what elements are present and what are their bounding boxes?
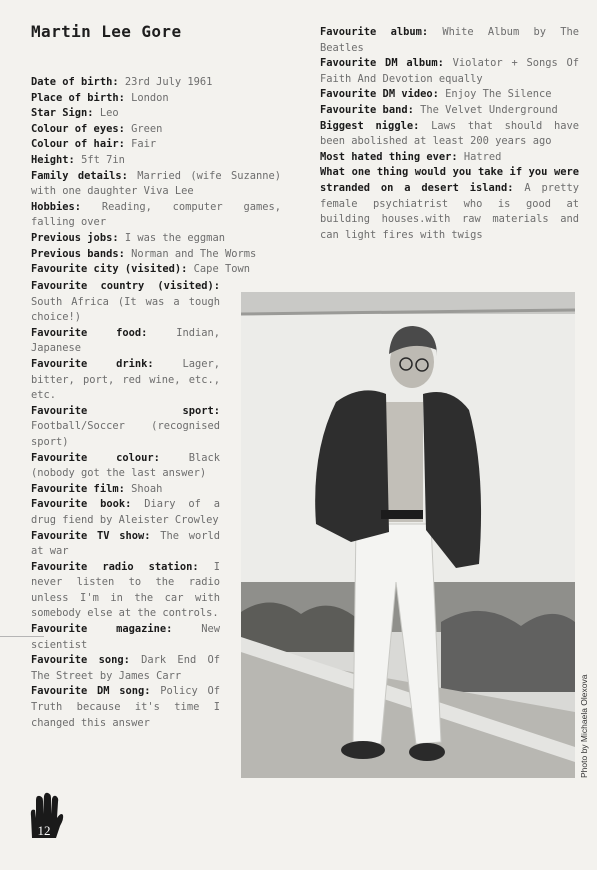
entry-value: Football/Soccer (recognised sport)	[31, 420, 220, 448]
entry-label: Place of birth:	[31, 91, 125, 104]
entry-favourite-country	[31, 279, 220, 326]
entry-favourite-sport	[31, 404, 220, 451]
photo-credit: Photo by Michaela Olexova	[579, 674, 589, 778]
photo-illustration	[241, 292, 575, 778]
left-column-top	[31, 75, 281, 278]
entry-favourite-dm-album	[320, 56, 579, 87]
entry-label: Favourite band:	[320, 103, 414, 116]
page-title: Martin Lee Gore	[31, 22, 182, 41]
entry-value: Green	[131, 122, 163, 135]
entry-favourite-dm-video	[320, 87, 579, 103]
entry-label: Previous bands:	[31, 247, 125, 260]
entry-value: Indian, Japanese	[31, 326, 220, 355]
entry-favourite-colour	[31, 451, 220, 482]
entry-favourite-tv-show	[31, 529, 220, 560]
portrait-photo	[241, 292, 575, 778]
entry-favourite-band	[320, 103, 579, 119]
entry-value: Violator + Songs Of Faith And Devotion equally	[320, 57, 580, 85]
entry-label: What one thing would you take if you were stranded on a desert island:	[320, 166, 579, 194]
entry-value: London	[131, 91, 169, 104]
entry-label: Family details:	[31, 169, 128, 182]
entry-favourite-magazine	[31, 622, 220, 653]
entry-label: Biggest niggle:	[320, 119, 420, 132]
entry-favourite-song	[31, 653, 220, 684]
entry-label: Favourite DM video:	[320, 88, 439, 101]
entry-label: Favourite country (visited):	[31, 280, 220, 292]
entry-favourite-food	[31, 326, 220, 357]
entry-label: Most hated thing ever:	[320, 150, 458, 163]
entry-favourite-album	[320, 25, 579, 56]
entry-value: Policy Of Truth because it's time I changed this answer	[31, 685, 220, 729]
entry-value: Leo	[99, 107, 119, 120]
entry-desert-island	[320, 165, 579, 243]
entry-date-of-birth	[31, 75, 281, 91]
entry-label: Favourite magazine:	[31, 623, 173, 636]
left-column-bottom	[31, 279, 220, 731]
entry-most-hated-thing	[320, 150, 579, 166]
entry-favourite-drink	[31, 357, 220, 404]
entry-favourite-dm-song	[31, 684, 220, 731]
entry-value: Hatred	[463, 150, 502, 163]
entry-value: 23rd July 1961	[124, 76, 213, 88]
entry-label: Favourite film:	[31, 482, 125, 495]
entry-favourite-book	[31, 497, 220, 528]
entry-value: I was the eggman	[124, 231, 225, 244]
entry-value: I never listen to the radio unless I'm in the car with somebody else at the controls.	[31, 560, 221, 620]
entry-label: Height:	[31, 153, 75, 166]
entry-height	[31, 153, 281, 169]
entry-colour-of-eyes	[31, 122, 281, 138]
entry-value: The world at war	[31, 529, 220, 558]
entry-label: Favourite song:	[31, 654, 130, 667]
right-column	[320, 25, 579, 243]
entry-label: Star Sign:	[31, 107, 94, 120]
entry-label: Colour of eyes:	[31, 122, 125, 135]
entry-value: Norman and The Worms	[131, 247, 257, 260]
entry-label: Previous jobs:	[31, 231, 119, 244]
entry-label: Favourite DM album:	[320, 57, 444, 70]
entry-value: The Velvet Underground	[420, 103, 558, 116]
entry-label: Colour of hair:	[31, 138, 125, 151]
entry-value: Dark End Of The Street by James Carr	[31, 654, 220, 682]
entry-previous-jobs	[31, 231, 281, 247]
entry-star-sign	[31, 106, 281, 122]
entry-value: Diary of a drug fiend by Aleister Crowley	[31, 498, 220, 526]
entry-colour-of-hair	[31, 137, 281, 153]
entry-label: Hobbies:	[31, 200, 82, 213]
entry-label: Favourite food:	[31, 326, 148, 339]
margin-mark	[0, 636, 44, 637]
entry-label: Favourite album:	[320, 26, 429, 38]
entry-value: Enjoy The Silence	[445, 88, 552, 101]
entry-hobbies	[31, 200, 281, 231]
entry-value: New scientist	[31, 623, 220, 651]
entry-label: Favourite book:	[31, 498, 132, 511]
entry-label: Favourite colour:	[31, 451, 160, 464]
entry-label: Favourite drink:	[31, 357, 154, 370]
entry-biggest-niggle	[320, 119, 579, 150]
entry-family-details	[31, 169, 281, 200]
entry-value: White Album by The Beatles	[320, 26, 579, 54]
entry-label: Date of birth:	[31, 76, 119, 88]
entry-value: Cape Town	[193, 263, 250, 276]
entry-value: South Africa (It was a tough choice!)	[31, 295, 220, 324]
entry-label: Favourite radio station:	[31, 560, 199, 573]
entry-favourite-radio-station	[31, 560, 220, 622]
entry-label: Favourite city (visited):	[31, 263, 188, 276]
entry-value: Black (nobody got the last answer)	[31, 451, 220, 480]
entry-value: Shoah	[131, 482, 163, 495]
entry-label: Favourite sport:	[31, 404, 220, 417]
entry-favourite-city	[31, 262, 281, 278]
entry-value: Reading, computer games, falling over	[31, 200, 281, 229]
entry-value: 5ft 7in	[81, 153, 125, 166]
entry-favourite-film	[31, 482, 220, 498]
entry-previous-bands	[31, 247, 281, 263]
entry-value: Lager, bitter, port, red wine, etc., etc.	[31, 357, 220, 402]
entry-value: A pretty female psychiatrist who is good at building houses.with raw materials and can light fires with twigs	[320, 181, 579, 241]
entry-label: Favourite DM song:	[31, 685, 151, 698]
page-number: 12	[37, 823, 51, 838]
entry-label: Favourite TV show:	[31, 529, 151, 542]
entry-value: Laws that should have been abolished at least 200 years ago	[320, 119, 579, 148]
entry-value: Married (wife Suzanne) with one daughter Viva Lee	[31, 169, 281, 198]
entry-place-of-birth	[31, 91, 281, 107]
entry-value: Fair	[131, 138, 157, 151]
